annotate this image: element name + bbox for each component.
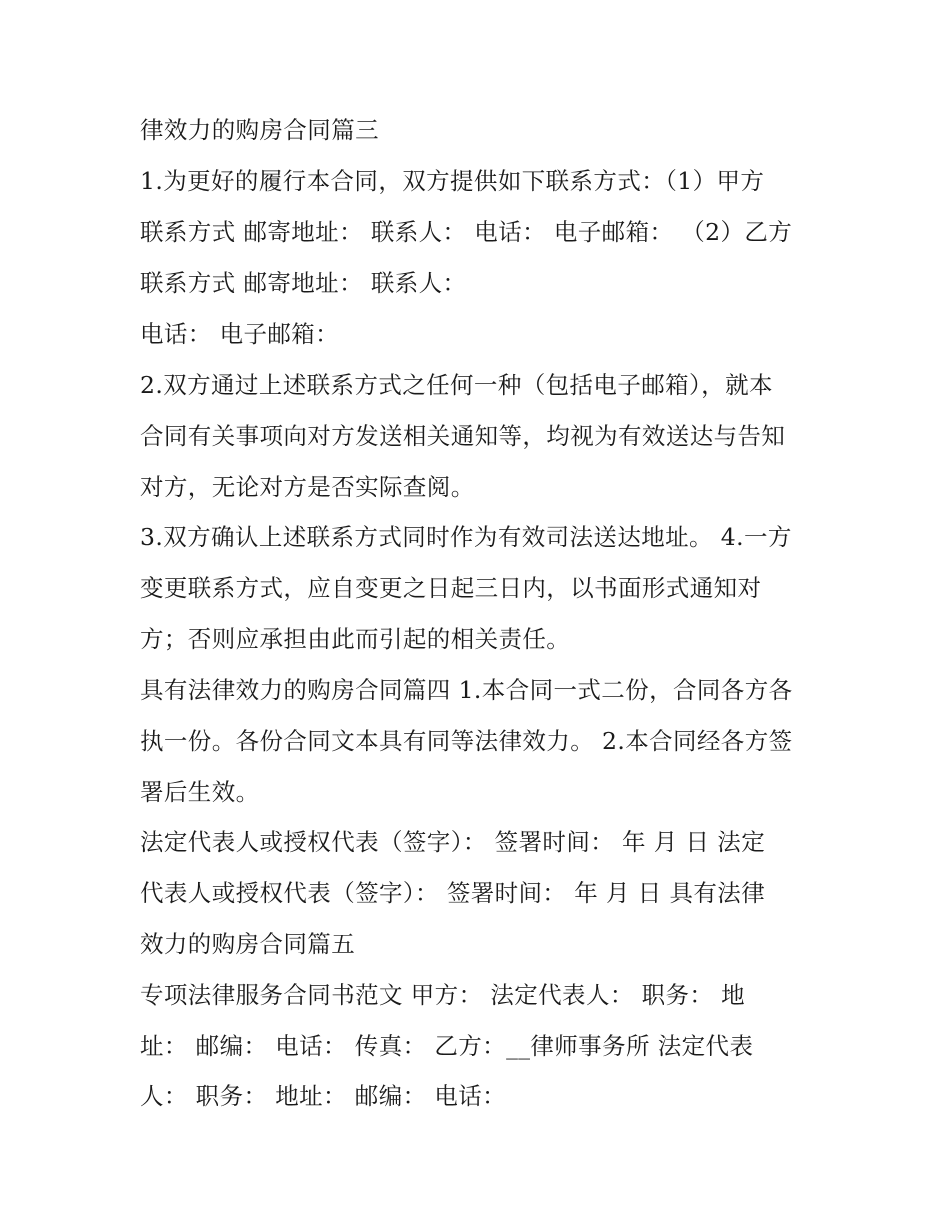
text-line: 执一份。各份合同文本具有同等法律效力。 2.本合同经各方签 xyxy=(140,727,793,755)
text-line: 具有法律效力的购房合同篇四 1.本合同一式二份，合同各方各 xyxy=(140,676,793,704)
text-line: 1.为更好的履行本合同，双方提供如下联系方式：（1）甲方 xyxy=(140,167,765,195)
text-line: 2.双方通过上述联系方式之任何一种（包括电子邮箱），就本 xyxy=(140,371,773,399)
text-line: 人： 职务： 地址： 邮编： 电话： xyxy=(140,1082,507,1110)
text-line: 代表人或授权代表（签字）： 签署时间： 年 月 日 具有法律 xyxy=(140,879,766,907)
text-line: 变更联系方式，应自变更之日起三日内，以书面形式通知对 xyxy=(140,574,762,602)
text-line: 联系方式 邮寄地址： 联系人： xyxy=(140,269,467,297)
text-line: 电话： 电子邮箱： xyxy=(140,320,340,348)
text-line: 3.双方确认上述联系方式同时作为有效司法送达地址。 4.一方 xyxy=(140,523,792,551)
text-line: 署后生效。 xyxy=(140,778,260,806)
text-line: 方；否则应承担由此而引起的相关责任。 xyxy=(140,625,571,653)
text-line: 联系方式 邮寄地址： 联系人： 电话： 电子邮箱： （2）乙方 xyxy=(140,218,793,246)
text-line: 专项法律服务合同书范文 甲方： 法定代表人： 职务： 地 xyxy=(140,981,746,1009)
text-line: 对方，无论对方是否实际查阅。 xyxy=(140,473,475,501)
text-line: 效力的购房合同篇五 xyxy=(140,930,356,958)
text-line: 法定代表人或授权代表（签字）： 签署时间： 年 月 日 法定 xyxy=(140,828,766,856)
text-line: 律效力的购房合同篇三 xyxy=(140,116,379,144)
text-line: 合同有关事项向对方发送相关通知等，均视为有效送达与告知 xyxy=(140,422,786,450)
text-line: 址： 邮编： 电话： 传真： 乙方：__律师事务所 法定代表 xyxy=(140,1032,754,1060)
